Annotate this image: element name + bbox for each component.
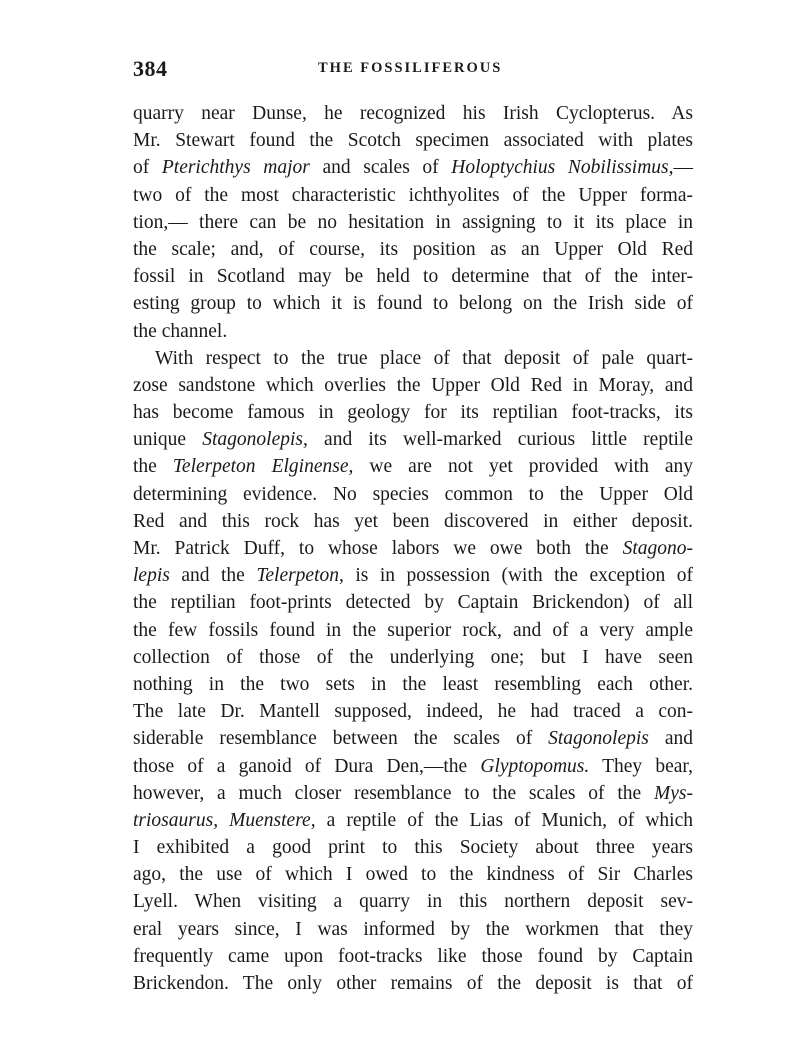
- text-line: Mr. Patrick Duff, to whose labors we owe both the Stagono-: [133, 538, 693, 559]
- text-line: has become famous in geology for its reptilian foot-tracks, its: [133, 402, 693, 424]
- italic-term: Mys-: [654, 782, 693, 804]
- text-line: two of the most characteristic ichthyolites of the Upper forma-: [133, 184, 693, 206]
- text-line: Mr. Stewart found the Scotch specimen associated with plates: [133, 130, 693, 152]
- text-line: of Pterichthys major and scales of Holoptychius Nobilissimus,—: [133, 157, 694, 179]
- text-line: triosaurus, Muenstere, a reptile of the Lias of Munich, of which: [133, 809, 693, 831]
- text-line: unique Stagonolepis, and its well-marked curious little reptile: [133, 429, 693, 451]
- text-line: siderable resemblance between the scales of Stagonolepis and: [133, 728, 693, 750]
- italic-term: lepis: [133, 565, 170, 587]
- text-line: Brickendon. The only other remains of the deposit is that of: [133, 973, 693, 994]
- running-head: THE FOSSILIFEROUS: [318, 60, 503, 76]
- italic-term: Telerpeton,: [256, 565, 344, 587]
- text-line: eral years since, I was informed by the workmen that they: [133, 918, 693, 940]
- italic-term: Stagonolepis: [548, 728, 649, 750]
- text-line: fossil in Scotland may be held to determine that of the inter-: [133, 266, 693, 288]
- page-number: 384: [133, 56, 168, 81]
- text-line: the scale; and, of course, its position as an Upper Old Red: [133, 238, 693, 260]
- italic-term: Telerpeton Elginense,: [172, 456, 354, 478]
- text-line: collection of those of the underlying one; but I have seen: [133, 646, 693, 668]
- text-line: With respect to the true place of that deposit of pale quart-: [155, 347, 693, 369]
- text-line: I exhibited a good print to this Society about three years: [133, 837, 693, 859]
- body-text: [133, 100, 693, 997]
- text-line: those of a ganoid of Dura Den,—the Glyptopomus. They bear,: [133, 755, 693, 777]
- page-header: [133, 56, 693, 84]
- italic-term: triosaurus, Muenstere,: [133, 809, 316, 831]
- italic-term: Stagonolepis,: [202, 429, 308, 451]
- italic-term: Glyptopomus.: [480, 755, 590, 777]
- text-line: esting group to which it is found to belong on the Irish side of: [133, 293, 693, 315]
- text-line: the Telerpeton Elginense, we are not yet provided with any: [133, 456, 693, 478]
- text-line: the channel.: [133, 320, 228, 342]
- italic-term: Holoptychius Nobilissimus,: [451, 157, 674, 179]
- italic-term: Stagono-: [622, 538, 693, 559]
- text-line: however, a much closer resemblance to the scales of the Mys-: [133, 782, 693, 804]
- text-line: The late Dr. Mantell supposed, indeed, he had traced a con-: [133, 701, 693, 723]
- text-line: ago, the use of which I owed to the kindness of Sir Charles: [133, 864, 693, 886]
- text-line: frequently came upon foot-tracks like those found by Captain: [133, 945, 693, 967]
- text-line: lepis and the Telerpeton, is in possession (with the exception of: [133, 565, 693, 587]
- text-line: Lyell. When visiting a quarry in this northern deposit sev-: [133, 891, 693, 913]
- italic-term: Pterichthys major: [161, 157, 310, 179]
- text-line: zose sandstone which overlies the Upper Old Red in Moray, and: [133, 374, 693, 396]
- text-line: quarry near Dunse, he recognized his Irish Cyclopterus. As: [133, 103, 693, 124]
- text-line: the few fossils found in the superior rock, and of a very ample: [133, 619, 693, 641]
- text-line: nothing in the two sets in the least resembling each other.: [133, 673, 693, 695]
- text-line: determining evidence. No species common to the Upper Old: [133, 483, 693, 505]
- text-line: Red and this rock has yet been discovered in either deposit.: [133, 510, 693, 532]
- text-line: the reptilian foot-prints detected by Captain Brickendon) of all: [133, 592, 693, 614]
- text-line: tion,— there can be no hesitation in assigning to it its place in: [133, 211, 693, 233]
